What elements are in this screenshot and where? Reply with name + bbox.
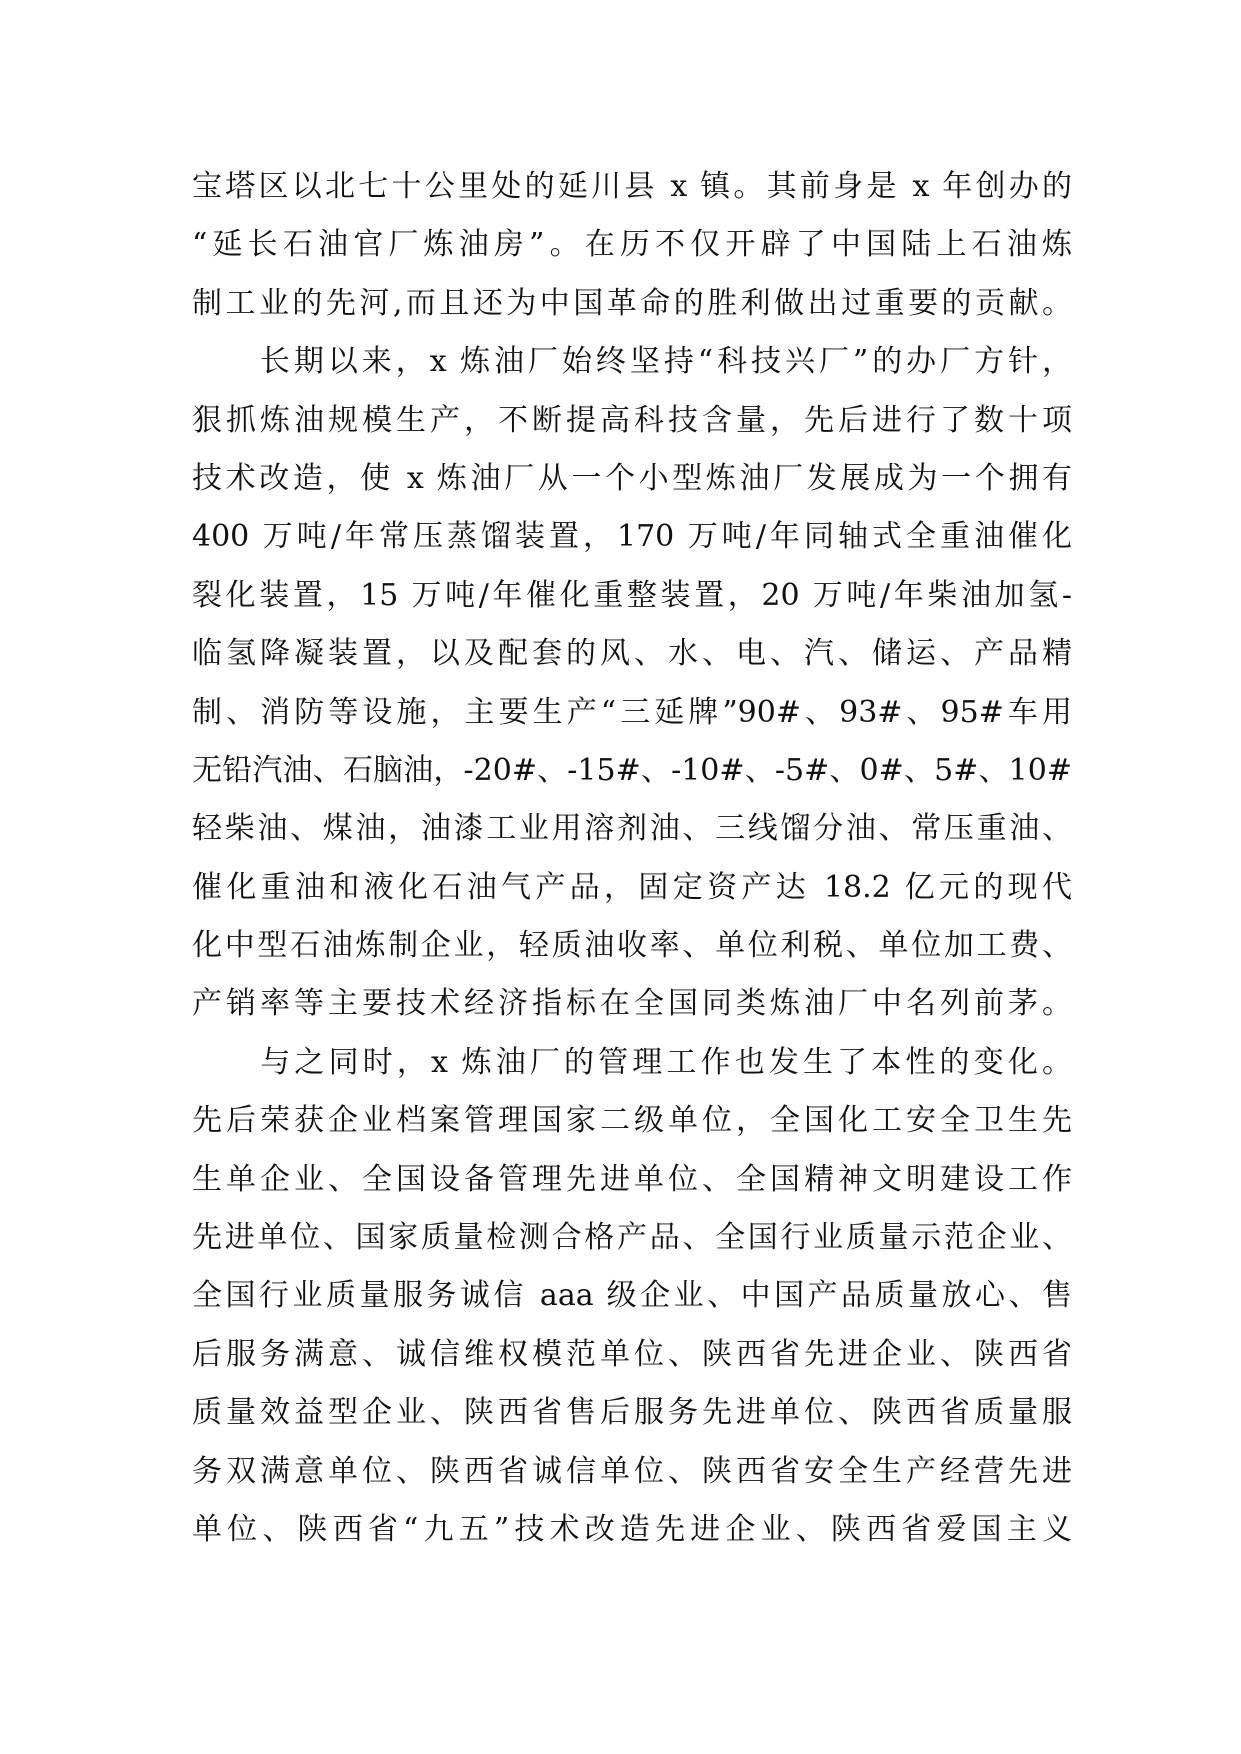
text-line: 制、消防等设施，主要生产“三延牌”90#、93#、95#车用 [192, 694, 1072, 730]
text-line: 技术改造，使 x 炼油厂从一个小型炼油厂发展成为一个拥有 [192, 460, 1072, 496]
text-line: “延长石油官厂炼油房”。在历不仅开辟了中国陆上石油炼 [192, 227, 1072, 263]
text-line: 务双满意单位、陕西省诚信单位、陕西省安全生产经营先进 [192, 1453, 1072, 1489]
text-line: 无铅汽油、石脑油，-20#、-15#、-10#、-5#、0#、5#、10# [192, 752, 1072, 788]
text-line: 临氢降凝装置，以及配套的风、水、电、汽、储运、产品精 [192, 636, 1072, 672]
text-line: 后服务满意、诚信维权模范单位、陕西省先进企业、陕西省 [192, 1336, 1072, 1372]
text-line: 产销率等主要技术经济指标在全国同类炼油厂中名列前茅。 [192, 986, 1072, 1022]
text-line: 单位、陕西省“九五”技术改造先进企业、陕西省爱国主义 [192, 1511, 1072, 1547]
text-line: 400 万吨/年常压蒸馏装置，170 万吨/年同轴式全重油催化 [192, 519, 1072, 555]
text-line: 催化重油和液化石油气产品，固定资产达 18.2 亿元的现代 [192, 869, 1072, 905]
text-line: 质量效益型企业、陕西省售后服务先进单位、陕西省质量服 [192, 1395, 1072, 1431]
text-line: 长期以来，x 炼油厂始终坚持“科技兴厂”的办厂方针， [192, 344, 1072, 380]
text-line: 全国行业质量服务诚信 aaa 级企业、中国产品质量放心、售 [192, 1278, 1072, 1314]
text-line: 先后荣获企业档案管理国家二级单位，全国化工安全卫生先 [192, 1103, 1072, 1139]
text-line: 轻柴油、煤油，油漆工业用溶剂油、三线馏分油、常压重油、 [192, 811, 1072, 847]
text-line: 与之同时，x 炼油厂的管理工作也发生了本性的变化。 [192, 1044, 1072, 1080]
text-line: 制工业的先河,而且还为中国革命的胜利做出过重要的贡献。 [192, 285, 1072, 321]
text-line: 狠抓炼油规模生产，不断提高科技含量，先后进行了数十项 [192, 402, 1072, 438]
text-line: 宝塔区以北七十公里处的延川县 x 镇。其前身是 x 年创办的 [192, 169, 1072, 204]
text-line: 裂化装置，15 万吨/年催化重整装置，20 万吨/年柴油加氢- [192, 577, 1072, 613]
body-text [192, 158, 1072, 1559]
text-line: 化中型石油炼制企业，轻质油收率、单位利税、单位加工费、 [192, 928, 1072, 964]
text-line: 生单企业、全国设备管理先进单位、全国精神文明建设工作 [192, 1161, 1072, 1197]
text-line: 先进单位、国家质量检测合格产品、全国行业质量示范企业、 [192, 1220, 1072, 1256]
